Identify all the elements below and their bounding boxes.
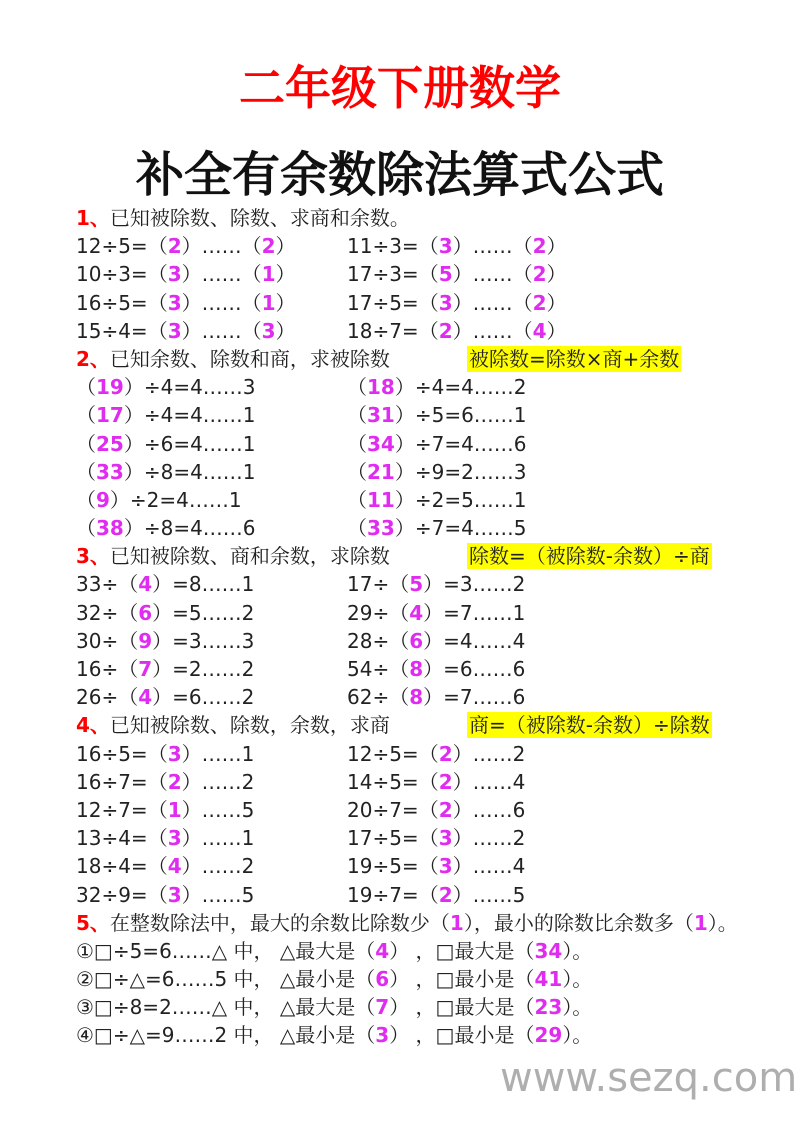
answer: 2 [261,234,276,259]
equation-text: ）÷4=4……1 [123,403,256,428]
section-number: 3、 [76,544,110,569]
answer: 4 [138,685,153,710]
answer: 31 [367,403,395,428]
equation-text: ） [275,318,296,343]
equation-text: ） [546,290,567,315]
equation-text: ） [546,234,567,259]
equation-text: ）……（ [181,318,262,343]
problem [347,627,525,655]
problem-row [76,824,756,852]
problem-row [76,768,756,796]
answer: 18 [367,375,395,400]
equation-text: ）……（ [181,290,262,315]
equation-text: 54÷（ [347,657,410,681]
formula-highlight: 商=（被除数-余数）÷除数 [469,713,710,738]
equation-text: ）。 [562,967,593,992]
problem [347,796,525,824]
equation-text: （ [347,403,367,428]
equation-text: ）。 [562,995,593,1020]
equation-text: ）……5 [181,882,255,907]
problem-row [76,627,756,655]
equation-text: 28÷（ [347,628,410,653]
problem [76,430,256,458]
section-heading [76,204,756,232]
equation-text: （ [347,375,367,400]
problem-row [76,852,756,880]
section-number: 5、 [76,910,110,935]
answer: 3 [438,290,453,315]
section-question: 已知被除数、除数、求商和余数。 [109,206,410,230]
problem-row [76,937,756,965]
answer: 1 [261,290,276,315]
equation-text: ）÷2=5……1 [394,487,527,512]
answer: 2 [438,741,453,766]
answer: 4 [138,572,153,597]
problem-row [76,993,756,1021]
equation-text: 62÷（ [347,685,410,710]
problem [76,232,296,260]
answer: 6 [409,628,424,653]
answer: 38 [96,516,124,541]
problem [347,232,567,260]
equation-text: （ [347,459,367,484]
answer: 29 [534,1023,563,1048]
equation-text: 12÷5=（ [347,741,439,766]
equation-text: （ [76,516,96,541]
section-question: 已知余数、除数和商，求被除数 [109,346,390,371]
problem-row [76,740,756,768]
problem [347,486,527,514]
equation-text: ）÷2=4……1 [109,487,242,512]
problem-row [76,232,756,260]
problem [76,683,254,711]
problem [76,260,296,288]
equation-text: 17÷（ [347,572,410,597]
problem [76,486,242,514]
equation-text: ④□÷△=9……2 中， △最小是（ [76,1023,376,1048]
equation-text: ）……5 [452,882,526,907]
equation-text: ）……2 [181,769,255,794]
equation-text: ）=7……6 [423,685,526,710]
equation-text: ）=6……6 [423,657,526,681]
problem [76,514,256,542]
equation-text: ）……（ [452,318,533,343]
answer: 5 [409,572,424,597]
problem [76,740,254,768]
answer: 3 [438,826,453,851]
equation-text: ） ，□最小是（ [389,1023,535,1048]
equation-text: （ [347,487,367,512]
problem [347,599,525,627]
equation-text: ）。 [707,910,738,935]
answer: 4 [375,938,390,963]
section-number: 4、 [76,713,110,738]
equation-text: ）=4……4 [423,628,526,653]
answer: 3 [167,290,182,315]
equation-text: ） [275,290,296,315]
equation-text: 16÷5=（ [76,290,168,315]
answer: 2 [532,290,547,315]
equation-text: ）。 [562,1023,593,1048]
answer: 3 [167,882,182,907]
problem [76,852,254,880]
equation-text: ）÷9=2……3 [394,459,527,484]
equation-text: ）=6……2 [152,685,255,710]
equation-text: 17÷3=（ [347,262,439,287]
problem [76,937,592,965]
equation-text: （ [347,431,367,456]
equation-text: ）÷4=4……2 [394,375,527,400]
equation-text: ）……6 [452,797,526,822]
answer: 2 [532,234,547,259]
problem [76,627,254,655]
problem-row [76,401,756,429]
equation-text: ）÷8=4……1 [123,459,256,484]
formula-highlight: 被除数=除数×商+余数 [469,346,680,371]
answer: 21 [367,459,395,484]
answer: 6 [138,600,153,625]
answer: 1 [261,262,276,287]
equation-text: ）÷7=4……5 [394,516,527,541]
answer: 2 [438,797,453,822]
equation-text: 30÷（ [76,628,139,653]
problem-row [76,317,756,345]
equation-text: ）……2 [452,741,526,766]
problem [347,570,525,598]
equation-text: 在整数除法中，最大的余数比除数少（ [109,910,450,935]
watermark: www.sezq.com [500,1055,798,1101]
problem [347,852,525,880]
problem-row [76,430,756,458]
problem [347,881,525,909]
problem [76,768,254,796]
equation-text: 14÷5=（ [347,769,439,794]
equation-text: ①□÷5=6……△ 中， △最大是（ [76,938,376,963]
answer: 4 [167,854,182,879]
equation-text: ） [275,234,296,259]
equation-text: ）……（ [452,290,533,315]
equation-text: ）=2……2 [152,657,255,681]
problem [76,796,254,824]
equation-text: ）……1 [181,741,255,766]
equation-text: （ [76,459,96,484]
problem [76,289,296,317]
equation-text: 15÷4=（ [76,318,168,343]
problem-row [76,514,756,542]
equation-text: ）……1 [181,826,255,851]
equation-text: ）÷5=6……1 [394,403,527,428]
problem [76,373,256,401]
answer: 2 [167,234,182,259]
problem [347,768,525,796]
problem [76,599,254,627]
answer: 7 [375,995,390,1020]
answer: 2 [167,769,182,794]
equation-text: ） [275,262,296,287]
equation-text: ②□÷△=6……5 中， △最小是（ [76,967,376,992]
answer: 33 [96,459,124,484]
problem-row [76,683,756,711]
problem [76,824,254,852]
equation-text: 33÷（ [76,572,139,597]
equation-text: 26÷（ [76,685,139,710]
equation-text: （ [76,431,96,456]
answer: 17 [96,403,124,428]
answer: 5 [438,262,453,287]
problem [76,570,254,598]
problem [76,965,592,993]
answer: 9 [96,487,110,512]
equation-text: ）……（ [181,234,262,259]
equation-text: 19÷5=（ [347,854,439,879]
equation-text: 16÷7=（ [76,769,168,794]
equation-text: ）÷4=4……3 [123,375,256,400]
answer: 11 [367,487,395,512]
equation-text: 17÷5=（ [347,826,439,851]
answer: 4 [532,318,547,343]
answer: 41 [534,967,563,992]
problem-row [76,289,756,317]
answer: 2 [438,769,453,794]
equation-text: ）……（ [452,234,533,259]
page-title: 二年级下册数学 [239,61,561,115]
problem [76,1021,592,1049]
answer: 6 [375,967,390,992]
problem [76,317,296,345]
equation-text: 18÷4=（ [76,854,168,879]
equation-text: ） ，□最小是（ [389,967,535,992]
answer: 23 [534,995,563,1020]
answer: 19 [96,375,124,400]
answer: 8 [409,685,424,710]
answer: 7 [138,657,153,681]
problem [347,373,527,401]
equation-text: （ [76,487,96,512]
problem [76,401,256,429]
equation-text: 32÷9=（ [76,882,168,907]
problem [76,458,256,486]
answer: 3 [261,318,276,343]
answer: 3 [438,234,453,259]
problem-row [76,570,756,598]
equation-text: ）……5 [181,797,255,822]
problem [76,655,254,683]
equation-text: 11÷3=（ [347,234,439,259]
equation-text: ） ，□最大是（ [389,938,535,963]
equation-text: ）÷6=4……1 [123,431,256,456]
problem [76,881,254,909]
problem [347,655,525,683]
equation-text: 12÷7=（ [76,797,168,822]
equation-text: ）……4 [452,769,526,794]
answer: 25 [96,431,124,456]
problem-row [76,260,756,288]
problem-row [76,796,756,824]
answer: 1 [167,797,182,822]
problem [347,740,525,768]
equation-text: ）。 [562,938,593,963]
equation-text: ）……（ [452,262,533,287]
equation-text: 20÷7=（ [347,797,439,822]
problem-row [76,655,756,683]
formula-highlight: 除数=（被除数-余数）÷商 [469,544,710,569]
equation-text: ）=3……2 [423,572,526,597]
problem [347,683,525,711]
problem [347,317,567,345]
answer: 3 [167,262,182,287]
answer: 2 [438,882,453,907]
answer: 34 [367,431,395,456]
equation-text: 19÷7=（ [347,882,439,907]
answer: 3 [438,854,453,879]
equation-text: ） [546,262,567,287]
equation-text: ）=3……3 [152,628,255,653]
problem [347,401,527,429]
equation-text: ）÷8=4……6 [123,516,256,541]
problem-row [76,599,756,627]
problem-row [76,965,756,993]
section-heading [76,711,756,739]
answer: 2 [438,318,453,343]
equation-text: （ [347,516,367,541]
answer: 2 [532,262,547,287]
equation-text: ）……2 [452,826,526,851]
problem-row [76,881,756,909]
equation-text: 32÷（ [76,600,139,625]
answer: 1 [693,910,708,935]
problem-row [76,486,756,514]
problem [347,260,567,288]
problem-row [76,373,756,401]
answer: 34 [534,938,563,963]
equation-text: 29÷（ [347,600,410,625]
answer: 8 [409,657,424,681]
equation-text: ） [546,318,567,343]
section-heading [76,345,756,373]
exercise-body [76,204,756,1050]
problem [347,458,527,486]
equation-text: 16÷5=（ [76,741,168,766]
equation-text: 17÷5=（ [347,290,439,315]
equation-text: 12÷5=（ [76,234,168,259]
answer: 1 [449,910,464,935]
section-number: 2、 [76,346,110,371]
equation-text: ）=7……1 [423,600,526,625]
problem-row [76,1021,756,1049]
answer: 33 [367,516,395,541]
problem [76,993,592,1021]
equation-text: ）=8……1 [152,572,255,597]
equation-text: 16÷（ [76,657,139,681]
answer: 3 [167,826,182,851]
section-number: 1、 [76,206,110,230]
answer: 4 [409,600,424,625]
equation-text: ）……（ [181,262,262,287]
section-question: 已知被除数、除数，余数，求商 [109,713,390,738]
equation-text: ） ，□最大是（ [389,995,535,1020]
answer: 3 [375,1023,390,1048]
equation-text: ）=5……2 [152,600,255,625]
equation-text: ③□÷8=2……△ 中， △最大是（ [76,995,376,1020]
equation-text: 18÷7=（ [347,318,439,343]
equation-text: 10÷3=（ [76,262,168,287]
section-heading [76,542,756,570]
equation-text: ）……4 [452,854,526,879]
page-subtitle: 补全有余数除法算式公式 [135,147,664,203]
answer: 9 [138,628,153,653]
answer: 3 [167,741,182,766]
section-question: 已知被除数、商和余数，求除数 [109,544,390,569]
equation-text: ）÷7=4……6 [394,431,527,456]
equation-text: （ [76,403,96,428]
equation-text: 13÷4=（ [76,826,168,851]
equation-text: ），最小的除数比余数多（ [463,910,694,935]
problem [347,824,525,852]
equation-text: （ [76,375,96,400]
answer: 3 [167,318,182,343]
problem [347,430,527,458]
problem [347,289,567,317]
problem-row [76,458,756,486]
section-heading [76,909,756,937]
equation-text: ）……2 [181,854,255,879]
problem [347,514,527,542]
